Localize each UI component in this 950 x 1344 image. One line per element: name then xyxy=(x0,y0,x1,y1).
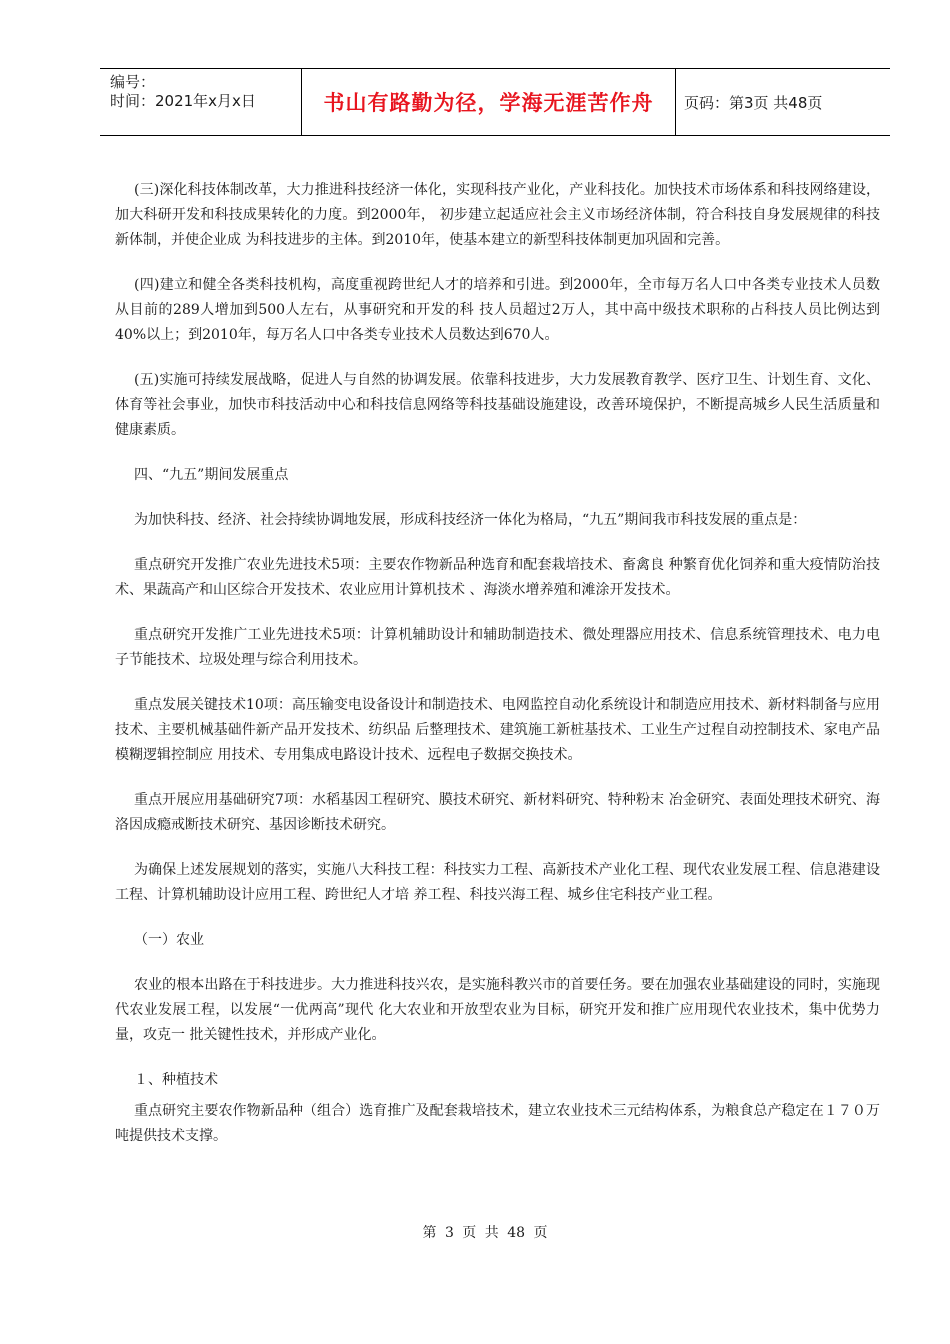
paragraph-sustainable-development: (五)实施可持续发展战略，促进人与自然的协调发展。依靠科技进步，大力发展教育教学、医疗卫生、计划生育、文化、体育等社会事业，加快市科技活动中心和科技信息网络等科技基础设施建设，改善环境保护，不断提高城乡人民生活质量和健康素质。 xyxy=(115,372,880,438)
paragraph-agriculture-tech: 重点研究开发推广农业先进技术5项：主要农作物新品种选育和配套栽培技术、畜禽良 种繁育优化饲养和重大疫情防治技术、果蔬高产和山区综合开发技术、农业应用计算机技术 、海淡水增养殖和滩涂开发技术。 xyxy=(115,557,880,598)
subheading-agriculture: （一）农业 xyxy=(134,932,204,948)
header-meta xyxy=(100,69,302,135)
document-time-label: 时间：2021年x月x日 xyxy=(110,92,256,110)
paragraph-tech-reform: (三)深化科技体制改革，大力推进科技经济一体化，实现科技产业化，产业科技化。加快技术市场体系和科技网络建设，加大科研开发和科技成果转化的力度。到2000年， 初步建立起适应社会主义市场经济体制，符合科技自身发展规律的科技新体制，并使企业成 为科技进步的主体。到2010年，使基本建立的新型科技体制更加巩固和完善。 xyxy=(115,182,880,248)
document-number-label: 编号： xyxy=(110,73,156,91)
document-body xyxy=(115,178,880,1149)
header-motto: 书山有路勤为径，学海无涯苦作舟 xyxy=(302,69,676,135)
section-heading-key-points: 四、“九五”期间发展重点 xyxy=(134,467,289,483)
paragraph-agriculture-outlook: 农业的根本出路在于科技进步。大力推进科技兴农，是实施科教兴市的首要任务。要在加强农业基础建设的同时，实施现代农业发展工程，以发展“一优两高”现代 化大农业和开放型农业为目标，研究开发和推广应用现代农业技术，集中优势力量，攻克一 批关键性技术，并形成产业化。 xyxy=(115,977,880,1043)
paragraph-basic-research: 重点开展应用基础研究7项：水稻基因工程研究、膜技术研究、新材料研究、特种粉末 冶金研究、表面处理技术研究、海洛因成瘾戒断技术研究、基因诊断技术研究。 xyxy=(115,792,880,833)
page-footer: 第 3 页 共 48 页 xyxy=(422,1225,548,1241)
page-header xyxy=(100,68,890,136)
paragraph-key-points-intro: 为加快科技、经济、社会持续协调地发展，形成科技经济一体化为格局，“九五”期间我市科技发展的重点是： xyxy=(134,512,807,528)
paragraph-planting-tech: 重点研究主要农作物新品种（组合）选育推广及配套栽培技术，建立农业技术三元结构体系，为粮食总产稳定在１７０万吨提供技术支撑。 xyxy=(115,1103,880,1144)
header-page-label: 页码：第3页 共48页 xyxy=(684,93,823,112)
paragraph-tech-institutions: (四)建立和健全各类科技机构，高度重视跨世纪人才的培养和引进。到2000年，全市每万名人口中各类专业技术人员数从目前的289人增加到500人左右，从事研究和开发的科 技人员超过2万人，其中高中级技术职称的占科技人员比例达到40%以上；到2010年，每万名人口中各类专业技术人员数达到670人。 xyxy=(115,277,880,343)
paragraph-industry-tech: 重点研究开发推广工业先进技术5项：计算机辅助设计和辅助制造技术、微处理器应用技术、信息系统管理技术、电力电子节能技术、垃圾处理与综合利用技术。 xyxy=(115,627,880,668)
paragraph-eight-projects: 为确保上述发展规划的落实，实施八大科技工程：科技实力工程、高新技术产业化工程、现代农业发展工程、信息港建设工程、计算机辅助设计应用工程、跨世纪人才培 养工程、科技兴海工程、城乡住宅科技产业工程。 xyxy=(115,862,880,903)
subheading-planting-tech: １、种植技术 xyxy=(134,1072,218,1088)
paragraph-key-tech: 重点发展关键技术10项：高压输变电设备设计和制造技术、电网监控自动化系统设计和制造应用技术、新材料制备与应用技术、主要机械基础件新产品开发技术、纺织品 后整理技术、建筑施工新桩基技术、工业生产过程自动控制技术、家电产品模糊逻辑控制应 用技术、专用集成电路设计技术、远程电子数据交换技术。 xyxy=(115,697,880,763)
